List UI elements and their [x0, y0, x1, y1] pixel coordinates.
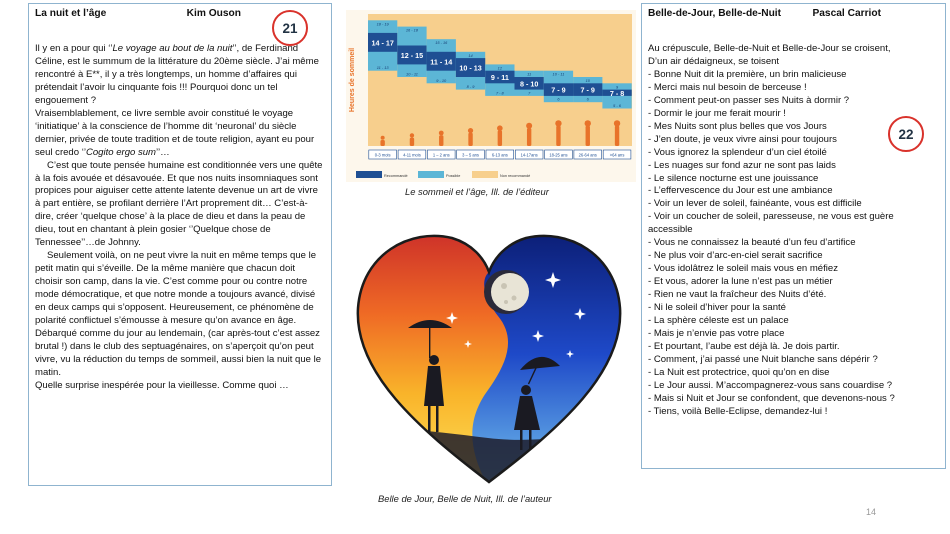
heart-shape: [348, 220, 630, 488]
girl-left-leg: [428, 406, 431, 432]
chart-caption: Le sommeil et l’âge, Ill. de l’éditeur: [405, 186, 549, 197]
person-icon: [497, 125, 503, 131]
poem-line: accessible: [648, 224, 693, 236]
legend-not-recommended: Non recommandé: [500, 174, 531, 178]
possible-high-label: 11: [527, 71, 532, 77]
girl-right-leg: [520, 430, 523, 450]
article-right: [641, 3, 946, 469]
age-labels: [369, 150, 631, 159]
article-left: [28, 3, 332, 486]
girl-left-leg: [436, 406, 439, 432]
possible-low-label: 11 - 13: [376, 65, 389, 71]
heart-illustration: [348, 220, 630, 488]
person-body: [498, 130, 502, 146]
possible-low-label: 7 - 8: [495, 90, 504, 96]
age-label: 4-11 mois: [403, 152, 421, 158]
article-right-author: Pascal Carriot: [812, 8, 881, 19]
chart-y-label: Heures de sommeil: [349, 47, 356, 113]
moon-crater: [501, 283, 507, 289]
recommended-label: 7 - 8: [609, 88, 625, 98]
person-body: [439, 135, 443, 146]
possible-high-label: 10: [585, 78, 590, 83]
possible-low-label: 6: [557, 96, 560, 102]
recommended-label: 8 - 10: [519, 79, 539, 89]
recommended-label: 9 - 11: [490, 73, 509, 82]
person-icon: [410, 133, 414, 137]
paragraph-3: C’est que toute pensée humaine est conditionnée vers une quête à la fois avouée et désavouée. Et que nos nuits insomniaques sont propices pour aiguiser cette attente latente devenue un art de vivre à part entière, se profilant derrière l’Art proprement dit… C’est-à-dire, créer ‘quelque chose’ à la place de dieu et dans la peau de dieu, tout en chantant à plein gosier ‘’Quelque chose de Tennessee’’…de Johnny.: [35, 159, 323, 249]
girl-left-head: [429, 355, 439, 365]
person-icon: [468, 128, 473, 133]
age-label: 0-3 mois: [374, 152, 391, 158]
possible-low-label: 10 - 11: [406, 71, 418, 77]
poem-line: - Mais je n’envie pas votre place: [648, 327, 785, 339]
poem-line: - Le Jour aussi. M’accompagnerez-vous sans couardise ?: [648, 379, 893, 391]
legend-swatch-not-recommended: [472, 171, 498, 178]
age-label: 3 – 5 ans: [462, 152, 479, 158]
poem-line: - Comment, j’ai passé une Nuit blanche sans dépérir ?: [648, 353, 878, 365]
possible-high-label: 16 - 18: [405, 27, 419, 33]
age-label: 26-64 ans: [578, 152, 597, 158]
person-body: [410, 138, 414, 146]
legend-swatch-recommended: [356, 171, 382, 178]
poem-line: - Dormir le jour me ferait mourir !: [648, 107, 786, 119]
recommended-label: 11 - 14: [430, 57, 453, 67]
poem-line: - Et vous, adorer la lune n’est pas un métier: [648, 276, 833, 288]
poem-line: - La Nuit est protectrice, quoi qu’on en dise: [648, 366, 830, 378]
recommended-label: 7 - 9: [551, 85, 566, 95]
poem-line: - L’effervescence du Jour est une ambiance: [648, 185, 833, 197]
paragraph-2: Vraisemblablement, ce livre semble avoir constitué le voyage ‘initiatique’ à la conscience de l’homme dit ‘neuronal’ du siècle dernier, privée de toute tradition et de toute religion, ayant eu pour seul credo ‘’Cogito ergo sum’’…: [35, 107, 315, 158]
person-body: [586, 126, 590, 146]
possible-high-label: 15 - 16: [435, 40, 448, 46]
age-label: >64 ans: [609, 152, 625, 158]
possible-low-label: 6: [586, 96, 589, 102]
recommended-label: 12 - 15: [400, 50, 424, 60]
poem-line: - Bonne Nuit dit la première, un brin malicieuse: [648, 68, 847, 80]
poem-line: - Mes Nuits sont plus belles que vos Jours: [648, 120, 827, 132]
possible-high-label: 9: [615, 84, 619, 90]
recommended-label: 14 - 17: [371, 38, 394, 48]
article-right-title: Belle-de-Jour, Belle-de-Nuit: [648, 8, 782, 19]
possible-low-label: 5 - 6: [613, 103, 621, 108]
article-number-badge: 22: [888, 116, 924, 152]
recommended-label: 10 - 13: [459, 63, 482, 73]
article-left-title: La nuit et l’âge: [35, 8, 107, 19]
poem-body: [648, 43, 939, 419]
poem-line: - Le silence nocturne est une jouissance: [648, 172, 819, 184]
poem-line: - Rien ne vaut la fraîcheur des Nuits d’été.: [648, 289, 827, 301]
moon-crater: [512, 296, 517, 301]
poem-line: - Mais si Nuit et Jour se confondent, que devenons-nous ?: [648, 392, 895, 404]
article-left-body: [35, 43, 325, 393]
article-number-badge: 21: [272, 10, 308, 46]
person-body: [615, 126, 619, 146]
article-right-header: [648, 8, 939, 19]
poem-line: - Tiens, voilà Belle-Eclipse, demandez-lui !: [648, 405, 828, 417]
person-icon: [439, 131, 444, 136]
possible-low-label: 8 - 9: [466, 84, 475, 90]
legend-recommended: Recommandé: [384, 174, 408, 178]
possible-high-label: 12: [497, 65, 503, 71]
poem-line: D’un air dédaigneux, se toisent: [648, 55, 780, 67]
legend-possible: Possible: [446, 174, 461, 178]
poem-line: - Et pourtant, l’aube est déjà là. Je dois partir.: [648, 340, 840, 352]
poem-line: - Ne plus voir d’arc-en-ciel serait sacrifice: [648, 250, 823, 262]
moon-crater: [504, 300, 508, 304]
paragraph-4: Seulement voilà, on ne peut vivre la nuit en même temps que le petit matin qui s’éveille. De la même manière que chacun doit choisir son camp, dans la vie. C’est comme pour ou contre notre mode démocratique, et que notre monde a toujours avancé, divisé en deux camps qui s’opposent. Heureusement, ce phénomène de polarité conflictuel s’émousse à mesure qu’on avance en âge. Débarqué comme du jour au lendemain, (car après-tout c’est assez brutal !) dans le club des septuagénaires, on s’aperçoit qu’on peut vivre, vu la réduction du temps de sommeil, aussi bien la nuit que le matin.: [35, 250, 322, 378]
person-body: [468, 133, 472, 146]
possible-low-label: 7: [528, 90, 531, 96]
poem-line: - J’en doute, je veux vivre ainsi pour toujours: [648, 133, 837, 145]
paragraph-5: Quelle surprise inespérée pour la vieillesse. Comme quoi …: [35, 379, 289, 391]
poem-line: - Ni le soleil d’hiver pour la santé: [648, 302, 786, 314]
paragraph-1: Il y en a pour qui ‘’Le voyage au bout de la nuit’’, de Ferdinand Céline, est le summum de la littérature du 20ème siècle. J’ai même rencontré à E**, il y a très longtemps, un homme d’affaires qui prétendait l’avoir lu cinquante fois !!! Pourquoi donc un tel engouement ?: [35, 43, 319, 106]
poem-line: Au crépuscule, Belle-de-Nuit et Belle-de-Jour se croisent,: [648, 43, 891, 54]
sleep-age-chart: [346, 10, 636, 182]
moon-icon: [491, 273, 529, 311]
heart-caption: Belle de Jour, Belle de Nuit, Ill. de l’auteur: [378, 493, 552, 504]
recommended-label: 7 - 9: [580, 85, 595, 95]
person-body: [527, 128, 531, 146]
umbrella-handle: [429, 326, 430, 358]
age-label: 18-25 ans: [549, 152, 568, 158]
article-left-author: Kim Ouson: [186, 8, 241, 19]
age-label: 6-13 ans: [491, 152, 508, 158]
possible-high-label: 18 - 19: [376, 21, 389, 27]
age-label: 1 – 2 ans: [432, 152, 450, 158]
poem-line: - Voir un coucher de soleil, paresseuse, ne vous est guère: [648, 211, 894, 223]
poem-line: - Les nuages sur fond azur ne sont pas laids: [648, 159, 836, 171]
poem-line: - Vous idolâtrez le soleil mais vous en méfiez: [648, 263, 838, 275]
age-label: 14-17ans: [520, 152, 538, 158]
poem-line: - La sphère céleste est un palace: [648, 315, 789, 327]
person-icon: [381, 136, 385, 140]
girl-right-head: [521, 385, 531, 395]
legend-swatch-possible: [418, 171, 444, 178]
poem-line: - Comment peut-on passer ses Nuits à dormir ?: [648, 94, 850, 106]
page-number: 14: [866, 507, 877, 517]
poem-line: - Merci mais nul besoin de berceuse !: [648, 81, 807, 93]
possible-high-label: 10 - 11: [552, 71, 565, 77]
person-body: [556, 126, 560, 146]
poem-line: - Vous ignorez la splendeur d’un ciel étoilé: [648, 146, 827, 158]
poem-line: - Voir un lever de soleil, fainéante, vous est difficile: [648, 198, 862, 210]
person-icon: [526, 123, 532, 129]
possible-low-label: 9 - 10: [436, 77, 447, 83]
possible-high-label: 14: [468, 52, 473, 58]
poem-line: - Vous ne connaissez la beauté d’un feu d’artifice: [648, 237, 856, 249]
person-body: [380, 140, 384, 146]
